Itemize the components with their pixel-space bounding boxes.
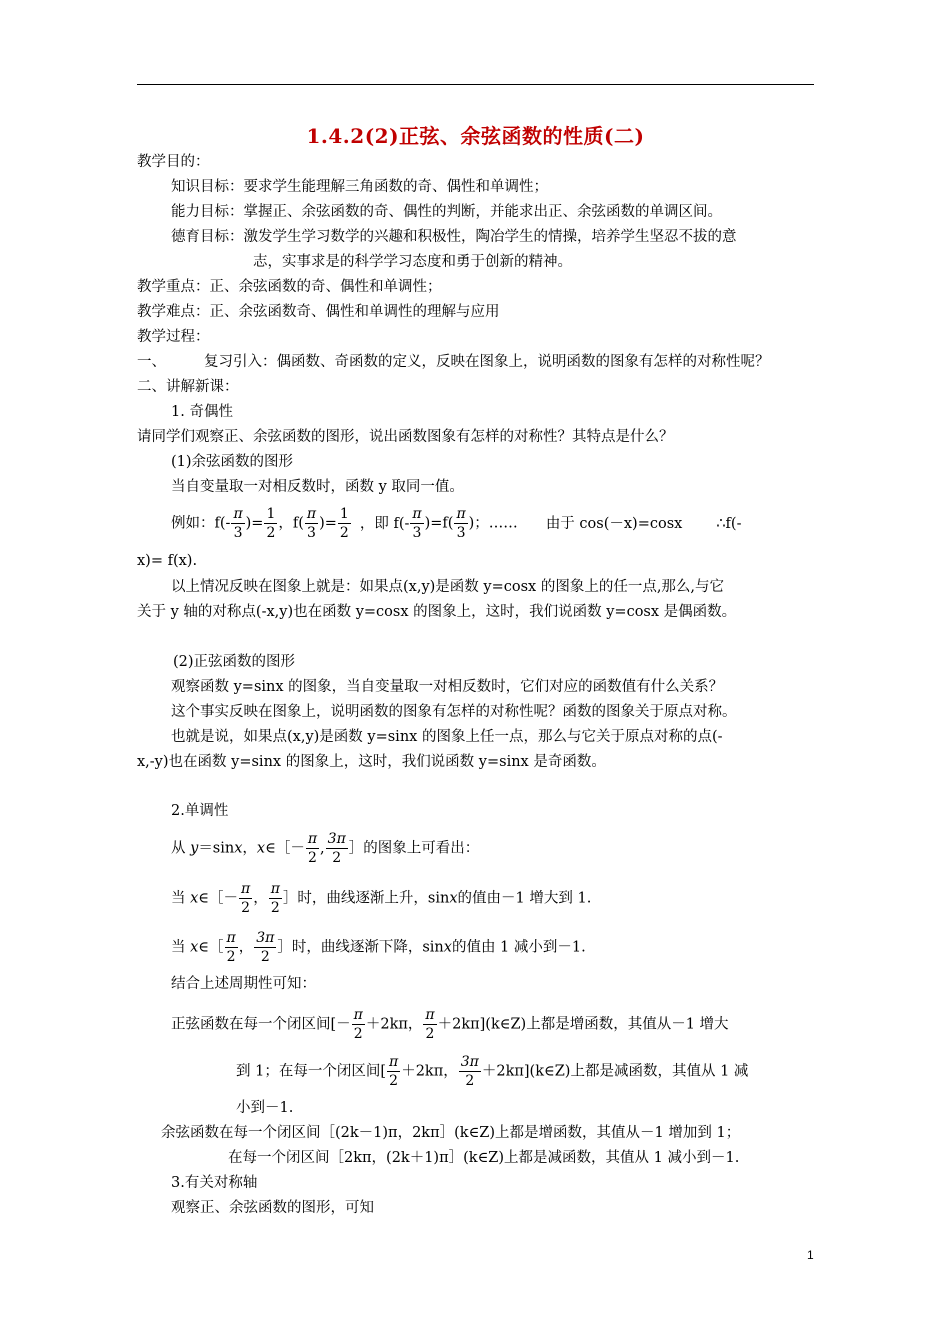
cos-example-cont: x)= f(x). — [137, 553, 198, 569]
cos-reflect-line1: 以上情况反映在图象上就是：如果点(x,y)是函数 y=cosx 的图象上的任一点,那么,与它 — [171, 579, 725, 595]
example-therefore: ∴f(- — [716, 515, 742, 532]
increasing-interval-line: 当 x∈［－ $\frac{\pi}{2}$ ， $\frac{\pi}{2}$ ］时，曲线逐渐上升，sinx的值由－1 增大到 1. — [171, 881, 592, 916]
example-since: 由于 cos(－x)=cosx — [545, 515, 683, 532]
parity-question: 请同学们观察正、余弦函数的图形，说出函数图象有怎样的对称性？其特点是什么？ — [137, 429, 674, 445]
sin-reflect-line1: 也就是说，如果点(x,y)是函数 y=sinx 的图象上任一点，那么与它关于原点对称的点(- — [171, 729, 723, 745]
sin-fact: 这个事实反映在图象上，说明函数的图象有怎样的对称性呢？函数的图象关于原点对称。 — [171, 704, 737, 720]
cos-graph-heading: (1)余弦函数的图形 — [171, 454, 294, 470]
key-point: 教学重点：正、余弦函数的奇、偶性和单调性； — [137, 279, 442, 295]
review-text: 复习引入：偶函数、奇函数的定义，反映在图象上，说明函数的图象有怎样的对称性呢？ — [204, 354, 770, 370]
monotonic-heading: 2.单调性 — [171, 803, 229, 819]
fraction-pi-over-3: $\frac{\pi}{3}$ — [412, 506, 422, 541]
fraction-pi-over-2: $\frac{\pi}{2}$ — [353, 1007, 363, 1042]
parity-heading: 1. 奇偶性 — [171, 404, 233, 420]
fraction-pi-over-2: $\frac{\pi}{2}$ — [389, 1054, 399, 1089]
sin-question: 观察函数 y=sinx 的图象，当自变量取一对相反数时，它们对应的函数值有什么关系？ — [171, 679, 724, 695]
lecture-heading: 二、讲解新课： — [137, 379, 239, 395]
sin-graph-heading: (2)正弦函数的图形 — [173, 654, 296, 670]
review-number: 一、 — [137, 354, 166, 370]
objectives-heading: 教学目的： — [137, 154, 210, 170]
fraction-pi-over-3: $\frac{\pi}{3}$ — [233, 506, 243, 541]
example-then: ，即 f(- — [359, 515, 410, 532]
fraction-pi-over-2: $\frac{\pi}{2}$ — [425, 1007, 435, 1042]
sin-reflect-line2: x,-y)也在函数 y=sinx 的图象上，这时，我们说函数 y=sinx 是奇函数。 — [137, 754, 606, 770]
example-eq: )= — [245, 515, 264, 532]
moral-objective-line2: 志，实事求是的科学学习态度和勇于创新的精神。 — [253, 254, 572, 270]
cos-example-line — [171, 505, 741, 542]
fraction-pi-over-3: $\frac{\pi}{3}$ — [456, 506, 466, 541]
combine-line: 结合上述周期性可知： — [171, 976, 316, 992]
sin-decreasing-end: 小到－1. — [236, 1100, 294, 1116]
fraction-pi-over-2: $\frac{\pi}{2}$ — [241, 881, 251, 916]
knowledge-objective: 知识目标：要求学生能理解三角函数的奇、偶性和单调性； — [171, 179, 548, 195]
fraction-3pi-over-2: $\frac{3\pi}{2}$ — [256, 930, 275, 965]
symmetry-text: 观察正、余弦函数的图形，可知 — [171, 1200, 374, 1216]
symmetry-heading: 3.有关对称轴 — [171, 1175, 258, 1191]
example-eq: )= — [319, 515, 337, 532]
cos-reflect-line2: 关于 y 轴的对称点(-x,y)也在函数 y=cosx 的图象上，这时，我们说函数 y=cosx 是偶函数。 — [137, 604, 737, 620]
example-mid: ，f( — [278, 515, 304, 532]
moral-objective-line1: 德育目标：激发学生学习数学的兴趣和积极性，陶冶学生的情操，培养学生坚忍不拔的意 — [171, 229, 737, 245]
document-title: 1.4.2(2)正弦、余弦函数的性质(二) — [306, 124, 645, 148]
fraction-pi-over-2: $\frac{\pi}{2}$ — [226, 930, 236, 965]
cos-increasing-interval: 余弦函数在每一个闭区间［(2k－1)π，2kπ］(k∈Z)上都是增函数，其值从－1 增加到 1； — [161, 1125, 741, 1141]
difficulty: 教学难点：正、余弦函数奇、偶性和单调性的理解与应用 — [137, 304, 500, 320]
header-rule — [137, 84, 814, 85]
fraction-3pi-over-2: $\frac{3\pi}{2}$ — [460, 1054, 479, 1089]
decreasing-interval-line: 当 x∈［ $\frac{\pi}{2}$ ， $\frac{3\pi}{2}$ ］时，曲线逐渐下降，sinx的值由 1 减小到－1. — [171, 930, 586, 965]
cos-value-line: 当自变量取一对相反数时，函数 y 取同一值。 — [171, 479, 464, 495]
fraction-pi-over-3: $\frac{\pi}{3}$ — [306, 506, 317, 541]
page-number: 1 — [807, 1248, 814, 1262]
fraction-one-half: $\frac{1}{2}$ — [339, 506, 349, 541]
example-close: )；…… — [468, 515, 518, 532]
example-eq: )=f( — [424, 515, 454, 532]
example-prefix: 例如：f(- — [171, 515, 231, 532]
process-heading: 教学过程： — [137, 329, 210, 345]
fraction-pi-over-2: $\frac{\pi}{2}$ — [307, 831, 318, 866]
ability-objective: 能力目标：掌握正、余弦函数的奇、偶性的判断，并能求出正、余弦函数的单调区间。 — [171, 204, 722, 220]
cos-decreasing-interval: 在每一个闭区间［2kπ，(2k＋1)π］(k∈Z)上都是减函数，其值从 1 减小到－1. — [228, 1150, 740, 1166]
fraction-pi-over-2: $\frac{\pi}{2}$ — [270, 881, 280, 916]
sin-decreasing-interval: 到 1；在每一个闭区间[ $\frac{\pi}{2}$ ＋2kπ， $\frac{3\pi}{2}$ ＋2kπ](k∈Z)上都是减函数，其值从 1 减 — [236, 1054, 749, 1089]
monotonic-from-line: 从 y＝sinx，x∈［－ $\frac{\pi}{2}$ , $\frac{3\pi}{2}$ ］的图象上可看出： — [171, 831, 480, 866]
fraction-3pi-over-2: $\frac{3\pi}{2}$ — [327, 831, 346, 866]
sin-increasing-interval: 正弦函数在每一个闭区间[－ $\frac{\pi}{2}$ ＋2kπ， $\frac{\pi}{2}$ ＋2kπ](k∈Z)上都是增函数，其值从－1 增大 — [171, 1007, 729, 1042]
fraction-one-half: $\frac{1}{2}$ — [266, 506, 276, 541]
